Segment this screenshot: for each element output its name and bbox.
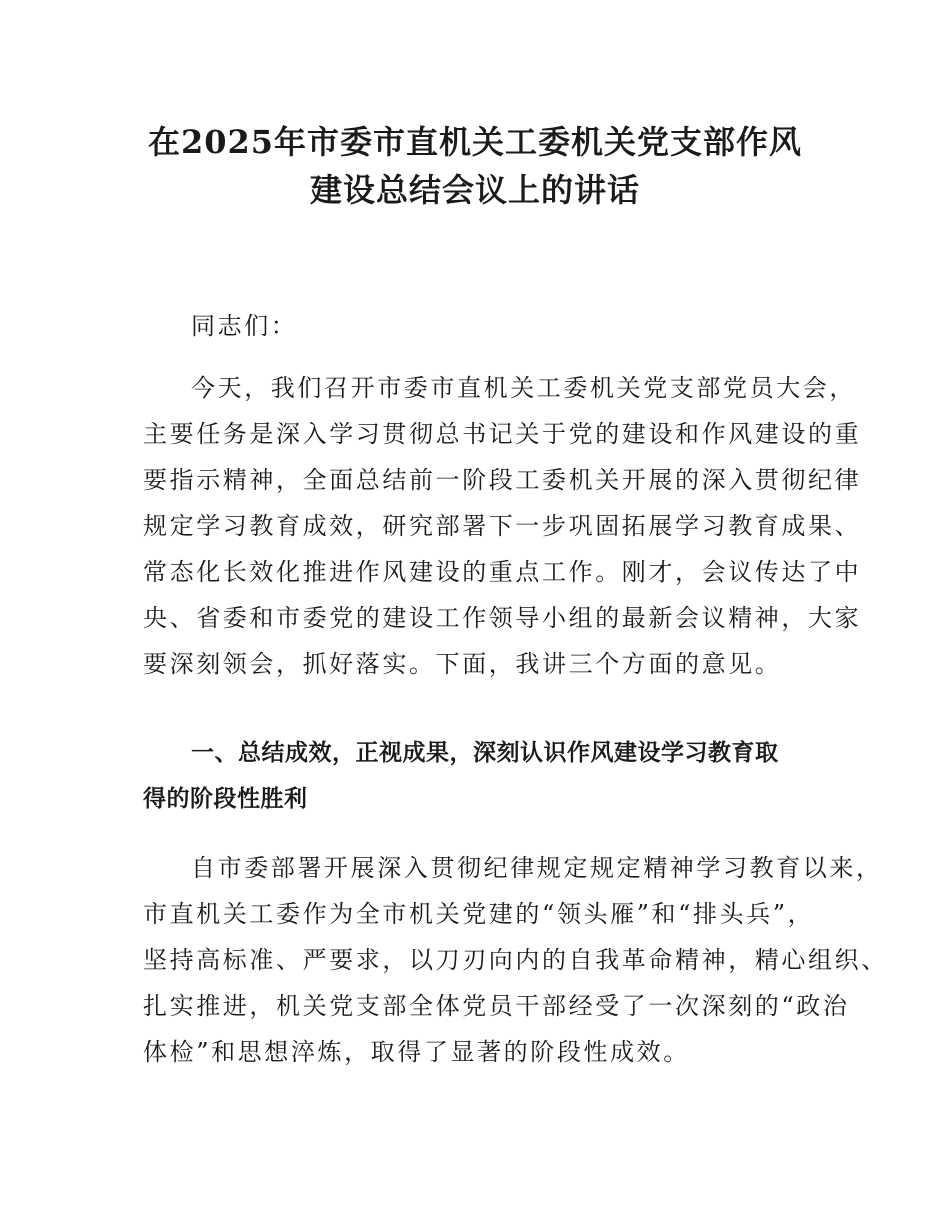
paragraph-1-line: 要指示精神，全面总结前一阶段工委机关开展的深入贯彻纪律	[143, 466, 862, 494]
paragraph-1-line: 规定学习教育成效，研究部署下一步巩固拓展学习教育成果、	[143, 512, 862, 540]
paragraph-2-line: 自市委部署开展深入贯彻纪律规定规定精神学习教育以来，	[191, 854, 883, 882]
paragraph-2-line: 扎实推进，机关党支部全体党员干部经受了一次深刻的“政治	[143, 992, 850, 1020]
section-1-heading-line: 得的阶段性胜利	[143, 786, 308, 812]
title-line-2: 建设总结会议上的讲话	[309, 171, 640, 209]
salutation-text: 同志们：	[191, 312, 298, 340]
title-line-1: 在2025年市委市直机关工委机关党支部作风	[147, 123, 803, 161]
paragraph-1-line: 今天，我们召开市委市直机关工委机关党支部党员大会，	[191, 374, 856, 402]
paragraph-1-line: 主要任务是深入学习贯彻总书记关于党的建设和作风建设的重	[143, 420, 862, 448]
paragraph-2-line: 市直机关工委作为全市机关党建的“领头雁”和“排头兵”，	[143, 900, 815, 928]
document-title	[120, 118, 830, 214]
paragraph-1-line: 央、省委和市委党的建设工作领导小组的最新会议精神，大家	[143, 604, 862, 632]
paragraph-2-line: 体检”和思想淬炼，取得了显著的阶段性成效。	[143, 1038, 690, 1066]
section-1-heading-line: 一、总结成效，正视成果，深刻认识作风建设学习教育取	[191, 740, 779, 766]
salutation	[143, 303, 823, 349]
paragraph-2-line: 坚持高标准、严要求，以刀刃向内的自我革命精神，精心组织、	[143, 946, 888, 974]
paragraph-1-line: 常态化长效化推进作风建设的重点工作。刚才，会议传达了中	[143, 558, 862, 586]
section-1-heading	[143, 730, 823, 822]
paragraph-1-line: 要深刻领会，抓好落实。下面，我讲三个方面的意见。	[143, 650, 782, 678]
paragraph-2	[143, 845, 888, 1075]
paragraph-1	[143, 365, 862, 687]
